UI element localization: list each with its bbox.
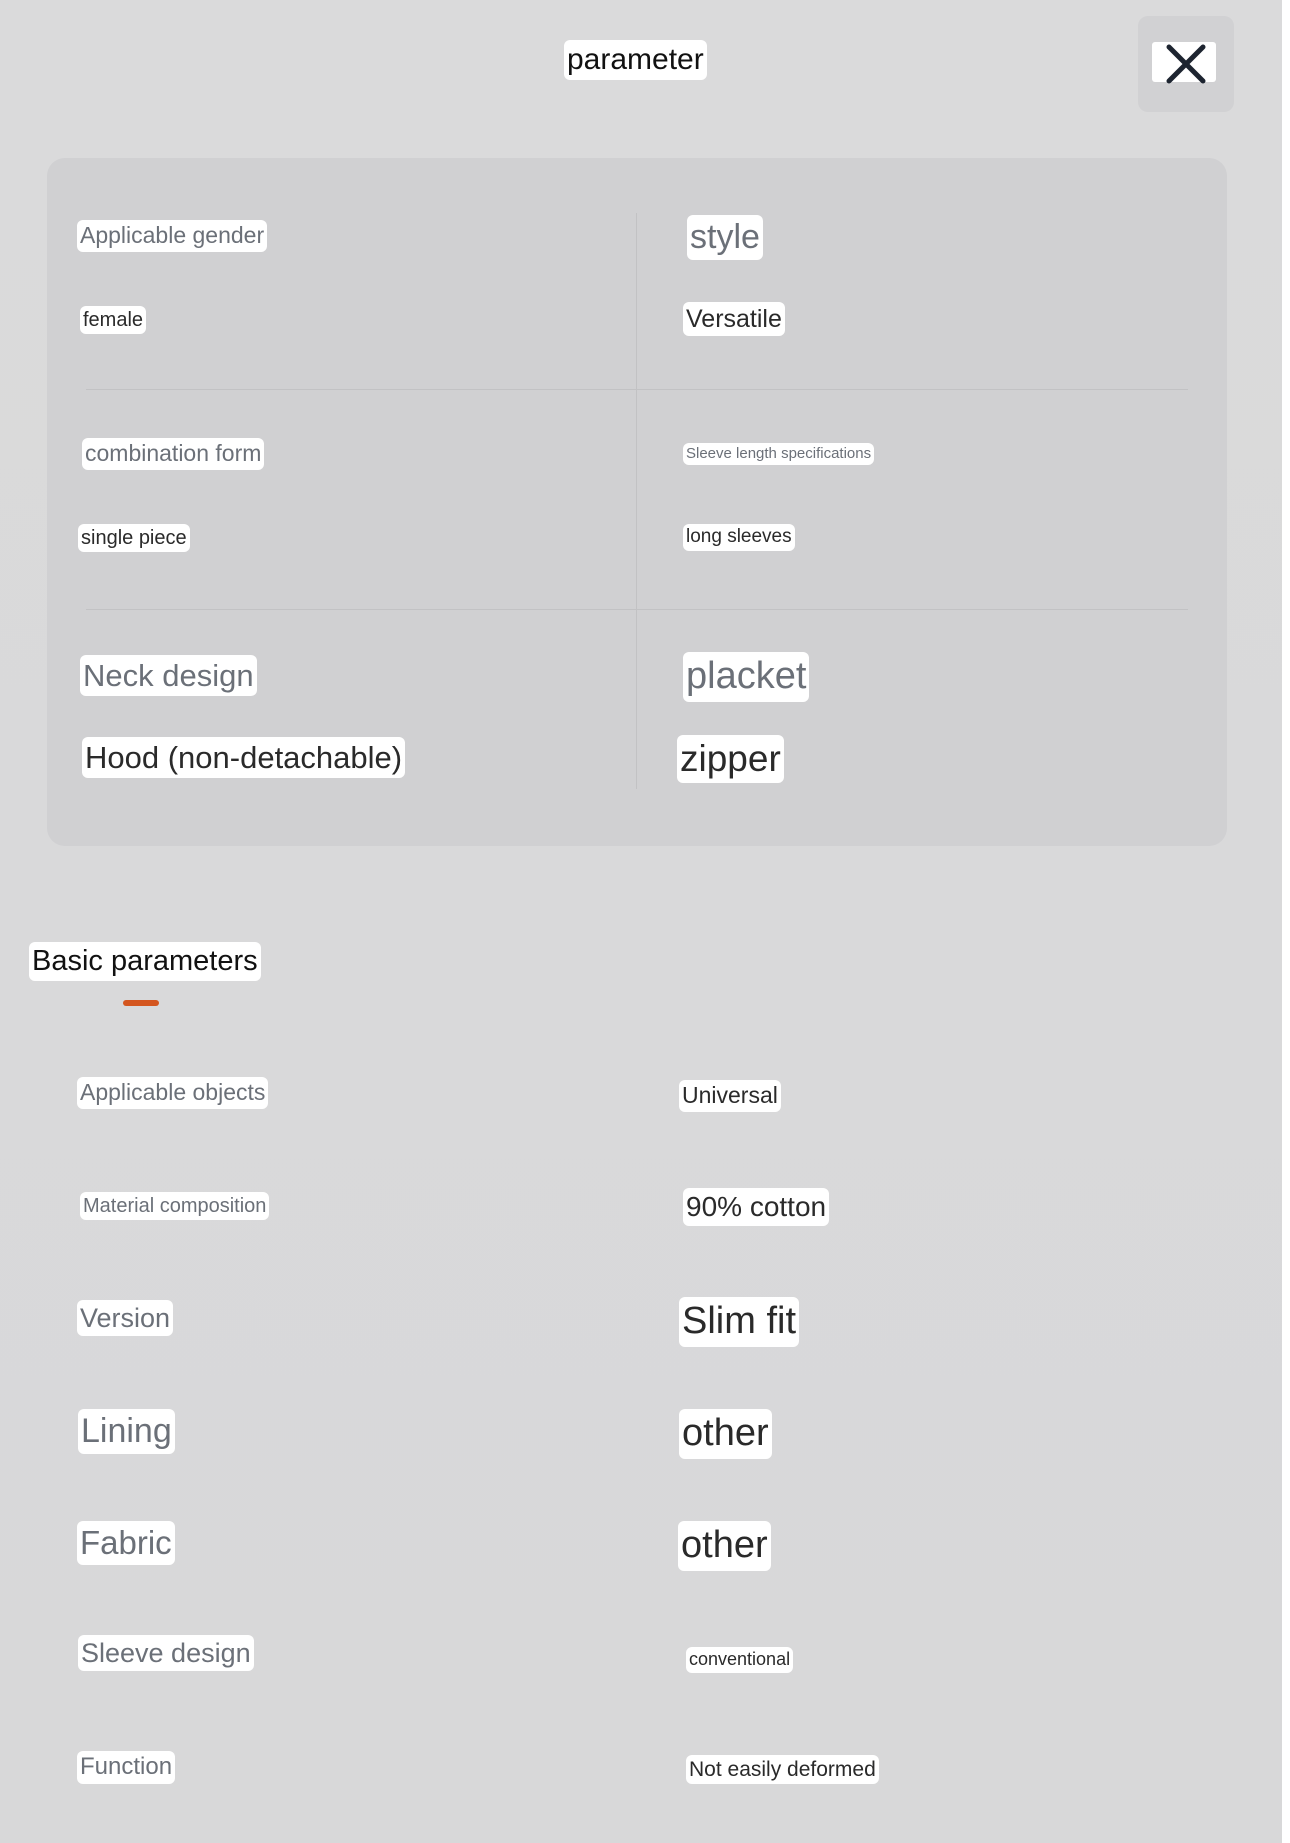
param-value-material-composition: 90% cotton [683, 1188, 829, 1226]
param-label-version: Version [77, 1300, 173, 1336]
summary-label-combination-form: combination form [82, 438, 264, 470]
param-value-version: Slim fit [679, 1297, 799, 1347]
tab-basic-parameters[interactable]: Basic parameters [29, 942, 261, 981]
summary-label-placket: placket [683, 652, 809, 702]
summary-label-applicable-gender: Applicable gender [77, 220, 267, 252]
param-label-applicable-objects: Applicable objects [77, 1077, 268, 1109]
summary-value-applicable-gender: female [80, 306, 146, 334]
scrollbar[interactable] [1282, 0, 1290, 1843]
summary-row-divider [86, 389, 1188, 390]
param-label-sleeve-design: Sleeve design [78, 1635, 254, 1671]
param-value-applicable-objects: Universal [679, 1080, 781, 1112]
param-value-sleeve-design: conventional [686, 1647, 793, 1673]
param-value-function: Not easily deformed [686, 1755, 879, 1784]
summary-value-combination-form: single piece [78, 524, 190, 552]
summary-label-style: style [687, 215, 763, 260]
summary-column-divider [636, 213, 637, 789]
tab-active-indicator [123, 1000, 159, 1006]
summary-label-sleeve-length: Sleeve length specifications [683, 443, 874, 465]
param-value-lining: other [679, 1409, 772, 1459]
summary-label-neck-design: Neck design [80, 655, 257, 696]
close-button[interactable] [1138, 16, 1234, 112]
summary-value-neck-design: Hood (non-detachable) [82, 737, 405, 778]
param-value-fabric: other [678, 1521, 771, 1571]
close-icon [1160, 38, 1212, 90]
summary-value-style: Versatile [683, 302, 785, 336]
param-label-lining: Lining [78, 1409, 175, 1454]
param-label-function: Function [77, 1751, 175, 1784]
summary-value-sleeve-length: long sleeves [683, 524, 795, 551]
summary-value-placket: zipper [677, 735, 784, 783]
param-label-material-composition: Material composition [80, 1192, 269, 1220]
summary-row-divider [86, 609, 1188, 610]
page-title: parameter [564, 40, 707, 80]
param-label-fabric: Fabric [77, 1521, 175, 1565]
